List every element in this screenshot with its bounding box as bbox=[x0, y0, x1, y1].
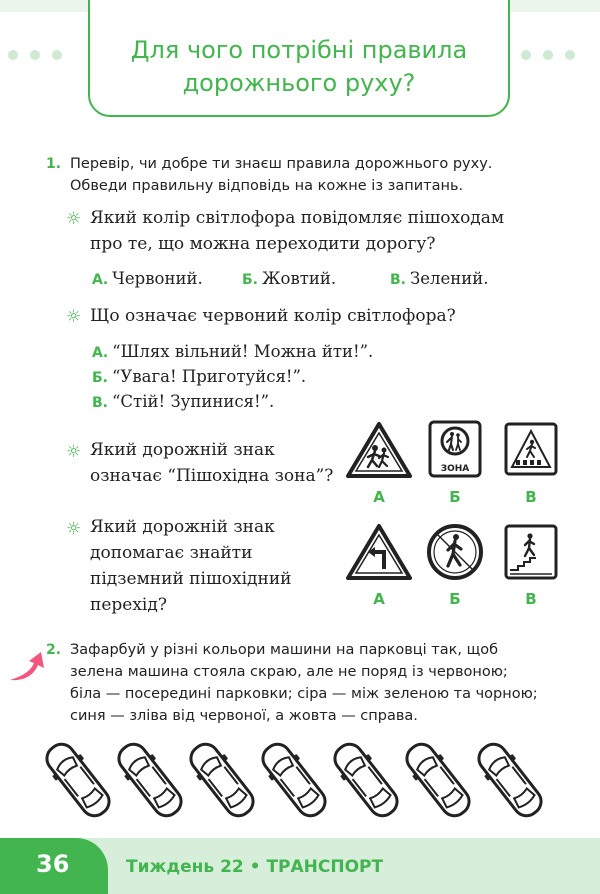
children-crossing-sign-icon[interactable] bbox=[344, 420, 414, 480]
option-text: “Стій! Зупинися!”. bbox=[112, 392, 275, 411]
task-number: 2. bbox=[46, 642, 62, 658]
week-label: Тиждень 22 • ТРАНСПОРТ bbox=[126, 857, 384, 877]
answer-option[interactable] bbox=[92, 341, 373, 364]
sign-letter: Б bbox=[449, 590, 461, 608]
instruction-line: зелена машина стояла скраю, але не поряд із червоною; bbox=[70, 664, 508, 680]
car-outline[interactable] bbox=[256, 735, 332, 825]
question-line: допомагає знайти bbox=[90, 543, 253, 563]
question-line: про те, що можна переходити дорогу? bbox=[90, 234, 436, 254]
question-line: Який колір світлофора повідомляє пішоходам bbox=[90, 208, 505, 228]
task-instructions bbox=[70, 639, 538, 727]
decorative-dots-left bbox=[8, 45, 74, 55]
left-turn-warning-sign-icon[interactable] bbox=[344, 522, 414, 582]
title-line: Для чого потрібні правила bbox=[130, 36, 468, 64]
option-text: “Шлях вільний! Можна йти!”. bbox=[112, 342, 374, 361]
car-outline[interactable] bbox=[112, 735, 188, 825]
option-letter: Б. bbox=[92, 370, 108, 386]
answer-option[interactable] bbox=[92, 391, 274, 414]
sun-icon: ☼ bbox=[66, 307, 82, 327]
option-letter: В. bbox=[92, 395, 108, 411]
option-letter: А. bbox=[92, 345, 109, 361]
underground-crossing-sign-icon[interactable] bbox=[496, 522, 566, 582]
sign-letter: В bbox=[525, 590, 537, 608]
answer-option[interactable] bbox=[242, 268, 336, 291]
sign-b-caption: ЗОНА bbox=[440, 464, 470, 474]
car-outline[interactable] bbox=[400, 735, 476, 825]
question-2: Що означає червоний колір світлофора? bbox=[90, 306, 456, 326]
option-text: Червоний. bbox=[112, 269, 203, 288]
answer-option[interactable] bbox=[92, 366, 306, 389]
car-outline[interactable] bbox=[472, 735, 548, 825]
instruction-line: синя — зліва від червоної, а жовта — справа. bbox=[70, 708, 418, 724]
question-3 bbox=[90, 437, 333, 489]
instruction-line: Перевір, чи добре ти знаєш правила дорожнього руху. bbox=[70, 156, 493, 172]
no-pedestrians-sign-icon[interactable] bbox=[420, 522, 490, 582]
question-4 bbox=[90, 514, 291, 618]
question-line: Який дорожній знак bbox=[90, 517, 275, 537]
sun-icon: ☼ bbox=[66, 442, 82, 462]
option-letter: Б. bbox=[242, 272, 258, 288]
task-instructions bbox=[70, 153, 492, 197]
option-text: Жовтий. bbox=[262, 269, 337, 288]
sign-letter: А bbox=[373, 488, 385, 506]
parking-lot bbox=[40, 735, 560, 825]
instruction-line: Зафарбуй у різні кольори машини на парковці так, щоб bbox=[70, 642, 499, 658]
page-title bbox=[88, 34, 510, 100]
sun-icon: ☼ bbox=[66, 209, 82, 229]
option-letter: В. bbox=[390, 272, 406, 288]
sign-letter: Б bbox=[449, 488, 461, 506]
sun-icon: ☼ bbox=[66, 519, 82, 539]
car-outline[interactable] bbox=[328, 735, 404, 825]
option-text: Зелений. bbox=[410, 269, 489, 288]
page-number: 36 bbox=[36, 850, 70, 878]
answer-option[interactable] bbox=[92, 268, 203, 291]
question-1 bbox=[90, 205, 504, 257]
question-line: означає “Пішохідна зона”? bbox=[90, 466, 334, 486]
option-text: “Увага! Приготуйся!”. bbox=[112, 367, 307, 386]
instruction-line: Обведи правильну відповідь на кожне із запитань. bbox=[70, 178, 464, 194]
instruction-line: біла — посередині парковки; сіра — між зеленою та чорною; bbox=[70, 686, 538, 702]
answer-option[interactable] bbox=[390, 268, 489, 291]
title-line: дорожнього руху? bbox=[182, 69, 416, 97]
decorative-dots-right bbox=[521, 45, 587, 55]
sign-letter: В bbox=[525, 488, 537, 506]
pink-arrow-icon bbox=[8, 650, 48, 684]
pedestrian-crossing-sign-icon[interactable] bbox=[496, 420, 566, 480]
car-outline[interactable] bbox=[184, 735, 260, 825]
option-letter: А. bbox=[92, 272, 109, 288]
question-line: підземний пішохідний bbox=[90, 569, 292, 589]
question-line: Який дорожній знак bbox=[90, 440, 275, 460]
car-outline[interactable] bbox=[40, 735, 116, 825]
question-line: перехід? bbox=[90, 595, 167, 615]
task-number: 1. bbox=[46, 156, 62, 172]
pedestrian-zone-sign-icon[interactable] bbox=[420, 420, 490, 480]
sign-letter: А bbox=[373, 590, 385, 608]
